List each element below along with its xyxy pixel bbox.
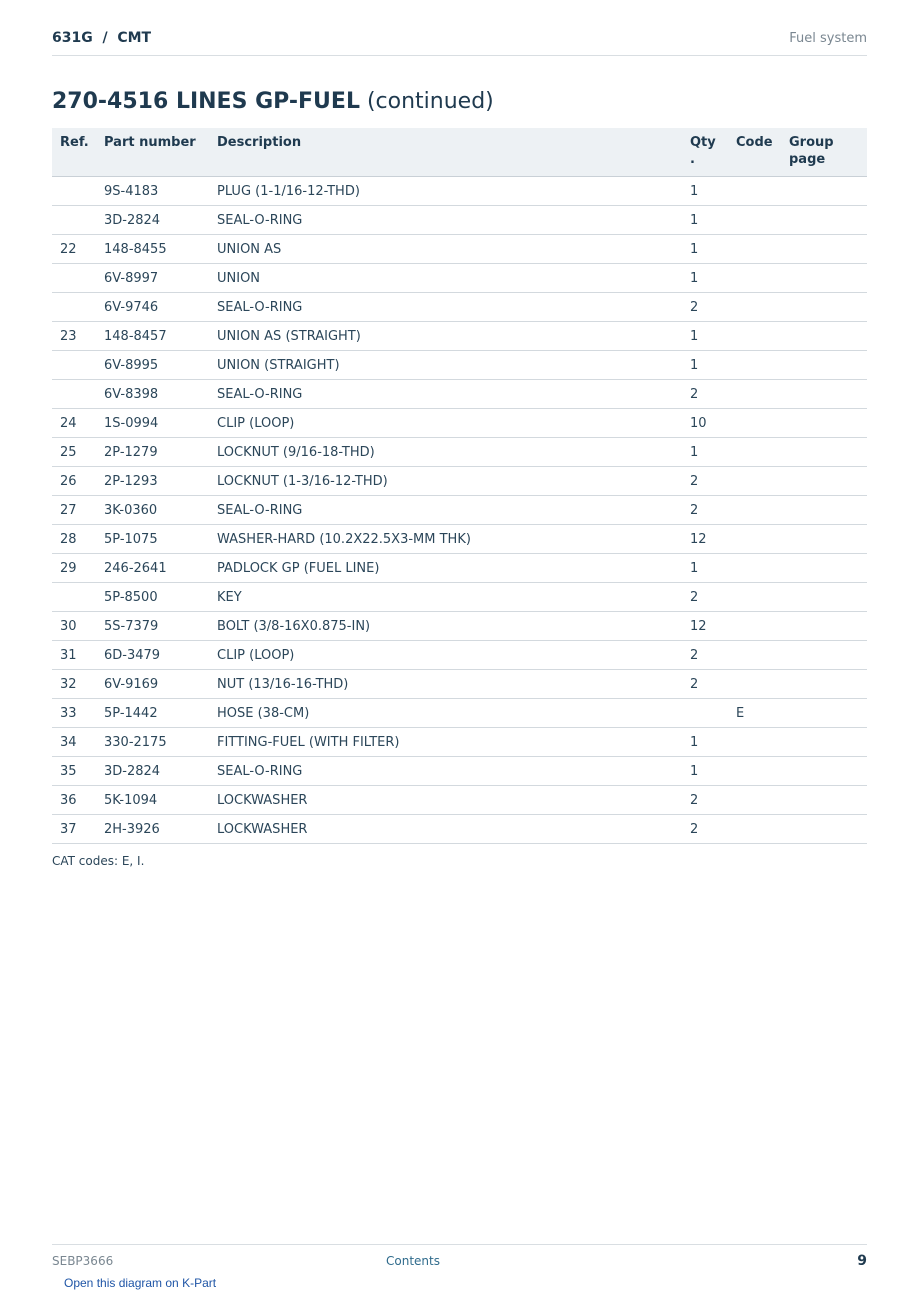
header-part-number: Part number [98, 128, 209, 177]
machine-model: 631G / CMT [52, 30, 152, 46]
cell-description: UNION AS (STRAIGHT) [209, 322, 682, 351]
cell-part-number: 6V-8398 [98, 380, 209, 409]
table-row [52, 612, 867, 641]
cell-description: UNION AS [209, 235, 682, 264]
cell-part-number: 6V-8997 [98, 264, 209, 293]
table-row [52, 380, 867, 409]
cell-description: LOCKWASHER [209, 786, 682, 815]
cell-code [728, 322, 781, 351]
cell-code [728, 612, 781, 641]
cell-description: KEY [209, 583, 682, 612]
cell-code [728, 351, 781, 380]
header-description: Description [209, 128, 682, 177]
cell-ref [52, 583, 98, 612]
table-header-row [52, 128, 867, 177]
cell-code [728, 467, 781, 496]
cell-group-page [781, 177, 867, 206]
table-row [52, 786, 867, 815]
table-row [52, 496, 867, 525]
cell-group-page [781, 496, 867, 525]
header-code: Code [728, 128, 781, 177]
open-diagram-link[interactable]: Open this diagram on K-Part [64, 1276, 217, 1290]
cell-ref [52, 351, 98, 380]
cell-code: E [728, 699, 781, 728]
cell-part-number: 5P-1075 [98, 525, 209, 554]
section-name: Fuel system [789, 31, 867, 46]
cell-description: UNION (STRAIGHT) [209, 351, 682, 380]
cell-ref: 24 [52, 409, 98, 438]
cell-code [728, 757, 781, 786]
cell-group-page [781, 612, 867, 641]
cell-code [728, 264, 781, 293]
cell-qty: 1 [682, 757, 728, 786]
cell-code [728, 641, 781, 670]
table-row [52, 293, 867, 322]
cell-part-number: 148-8457 [98, 322, 209, 351]
cell-qty: 1 [682, 235, 728, 264]
cell-part-number: 9S-4183 [98, 177, 209, 206]
cell-code [728, 293, 781, 322]
cell-group-page [781, 815, 867, 844]
page-number: 9 [857, 1253, 867, 1269]
title-suffix: (continued) [366, 89, 494, 114]
cell-group-page [781, 467, 867, 496]
cell-description: BOLT (3/8-16X0.875-IN) [209, 612, 682, 641]
cell-ref: 30 [52, 612, 98, 641]
cell-qty: 2 [682, 641, 728, 670]
cell-part-number: 2P-1293 [98, 467, 209, 496]
cell-ref: 25 [52, 438, 98, 467]
cell-ref: 28 [52, 525, 98, 554]
table-row [52, 438, 867, 467]
cell-group-page [781, 293, 867, 322]
cell-ref: 36 [52, 786, 98, 815]
cell-qty: 1 [682, 177, 728, 206]
cell-group-page [781, 641, 867, 670]
cell-group-page [781, 409, 867, 438]
cell-part-number: 6V-9169 [98, 670, 209, 699]
cell-code [728, 206, 781, 235]
cell-qty: 1 [682, 264, 728, 293]
table-row [52, 641, 867, 670]
cell-ref: 34 [52, 728, 98, 757]
cell-part-number: 5P-1442 [98, 699, 209, 728]
cell-group-page [781, 380, 867, 409]
cell-qty: 2 [682, 293, 728, 322]
table-row [52, 815, 867, 844]
cell-code [728, 525, 781, 554]
cell-description: PADLOCK GP (FUEL LINE) [209, 554, 682, 583]
table-row [52, 467, 867, 496]
cell-group-page [781, 264, 867, 293]
table-row [52, 670, 867, 699]
cell-ref [52, 177, 98, 206]
cell-ref: 31 [52, 641, 98, 670]
table-row [52, 177, 867, 206]
cell-part-number: 2H-3926 [98, 815, 209, 844]
cell-code [728, 583, 781, 612]
cell-qty: 12 [682, 525, 728, 554]
cell-group-page [781, 235, 867, 264]
cell-ref: 29 [52, 554, 98, 583]
table-row [52, 235, 867, 264]
cell-ref [52, 264, 98, 293]
table-row [52, 525, 867, 554]
cell-part-number: 6V-9746 [98, 293, 209, 322]
cell-code [728, 177, 781, 206]
cell-group-page [781, 699, 867, 728]
cell-description: UNION [209, 264, 682, 293]
cell-ref: 23 [52, 322, 98, 351]
table-row [52, 206, 867, 235]
cell-description: FITTING-FUEL (WITH FILTER) [209, 728, 682, 757]
cell-qty: 1 [682, 351, 728, 380]
cell-part-number: 330-2175 [98, 728, 209, 757]
cell-code [728, 815, 781, 844]
cell-qty: 10 [682, 409, 728, 438]
cell-code [728, 380, 781, 409]
cell-ref: 26 [52, 467, 98, 496]
cell-qty: 2 [682, 467, 728, 496]
cell-qty: 1 [682, 728, 728, 757]
table-row [52, 699, 867, 728]
cell-ref: 22 [52, 235, 98, 264]
page-header [52, 28, 867, 56]
cell-part-number: 3D-2824 [98, 757, 209, 786]
cell-code [728, 670, 781, 699]
cell-qty: 2 [682, 496, 728, 525]
cell-part-number: 2P-1279 [98, 438, 209, 467]
header-group-page: Group page [781, 128, 867, 177]
cell-group-page [781, 525, 867, 554]
cell-ref: 27 [52, 496, 98, 525]
cell-code [728, 409, 781, 438]
table-row [52, 409, 867, 438]
cell-part-number: 3K-0360 [98, 496, 209, 525]
cell-ref: 37 [52, 815, 98, 844]
cell-group-page [781, 757, 867, 786]
table-row [52, 322, 867, 351]
cell-qty: 2 [682, 670, 728, 699]
header-qty: Qty . [682, 128, 728, 177]
cell-qty: 2 [682, 786, 728, 815]
cell-code [728, 786, 781, 815]
cell-qty: 1 [682, 554, 728, 583]
cell-ref: 35 [52, 757, 98, 786]
contents-link[interactable]: Contents [386, 1254, 440, 1268]
cell-code [728, 438, 781, 467]
cell-part-number: 246-2641 [98, 554, 209, 583]
cell-description: WASHER-HARD (10.2X22.5X3-MM THK) [209, 525, 682, 554]
cell-code [728, 728, 781, 757]
cell-ref: 33 [52, 699, 98, 728]
cell-part-number: 5S-7379 [98, 612, 209, 641]
cell-description: SEAL-O-RING [209, 380, 682, 409]
cell-part-number: 3D-2824 [98, 206, 209, 235]
cell-part-number: 5K-1094 [98, 786, 209, 815]
cell-code [728, 496, 781, 525]
table-row [52, 351, 867, 380]
cell-ref [52, 206, 98, 235]
cell-qty: 12 [682, 612, 728, 641]
page-footer [52, 1244, 867, 1271]
cell-part-number: 5P-8500 [98, 583, 209, 612]
cell-description: CLIP (LOOP) [209, 409, 682, 438]
cat-codes-note: CAT codes: E, I. [52, 854, 145, 868]
cell-group-page [781, 438, 867, 467]
cell-ref [52, 293, 98, 322]
cell-description: SEAL-O-RING [209, 293, 682, 322]
cell-ref: 32 [52, 670, 98, 699]
page-title [52, 89, 494, 114]
cell-qty: 1 [682, 206, 728, 235]
cell-group-page [781, 670, 867, 699]
cell-description: LOCKNUT (1-3/16-12-THD) [209, 467, 682, 496]
cell-description: CLIP (LOOP) [209, 641, 682, 670]
table-row [52, 757, 867, 786]
cell-code [728, 235, 781, 264]
cell-group-page [781, 728, 867, 757]
cell-group-page [781, 351, 867, 380]
cell-qty [682, 699, 728, 728]
cell-part-number: 6V-8995 [98, 351, 209, 380]
cell-description: SEAL-O-RING [209, 206, 682, 235]
cell-group-page [781, 583, 867, 612]
cell-part-number: 6D-3479 [98, 641, 209, 670]
cell-group-page [781, 322, 867, 351]
cell-qty: 2 [682, 380, 728, 409]
cell-group-page [781, 786, 867, 815]
parts-table [52, 128, 867, 844]
cell-group-page [781, 554, 867, 583]
cell-qty: 1 [682, 322, 728, 351]
cell-qty: 2 [682, 583, 728, 612]
cell-description: PLUG (1-1/16-12-THD) [209, 177, 682, 206]
cell-code [728, 554, 781, 583]
table-row [52, 554, 867, 583]
cell-qty: 2 [682, 815, 728, 844]
cell-ref [52, 380, 98, 409]
header-ref: Ref. [52, 128, 98, 177]
table-row [52, 583, 867, 612]
cell-description: NUT (13/16-16-THD) [209, 670, 682, 699]
table-row [52, 264, 867, 293]
cell-description: HOSE (38-CM) [209, 699, 682, 728]
cell-description: SEAL-O-RING [209, 757, 682, 786]
cell-part-number: 1S-0994 [98, 409, 209, 438]
table-row [52, 728, 867, 757]
cell-description: SEAL-O-RING [209, 496, 682, 525]
cell-group-page [781, 206, 867, 235]
cell-description: LOCKWASHER [209, 815, 682, 844]
cell-part-number: 148-8455 [98, 235, 209, 264]
cell-qty: 1 [682, 438, 728, 467]
cell-description: LOCKNUT (9/16-18-THD) [209, 438, 682, 467]
parts-table-body [52, 177, 867, 844]
document-id: SEBP3666 [52, 1254, 114, 1268]
group-title: 270-4516 LINES GP-FUEL [52, 89, 360, 114]
